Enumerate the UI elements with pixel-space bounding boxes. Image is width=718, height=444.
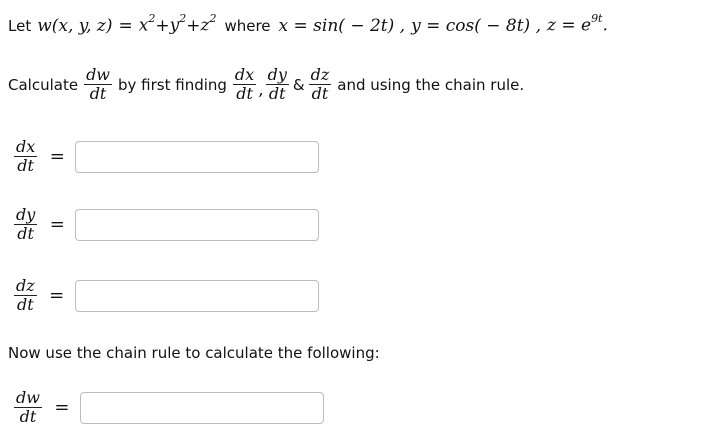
- dx-dt-answer-input[interactable]: [75, 141, 319, 173]
- chain-rule-label: and using the chain rule.: [337, 75, 525, 94]
- equals-sign: =: [118, 15, 133, 36]
- fraction-dz-dt: $\frac{dz}{dt}$: [16, 276, 35, 314]
- x-squared: $x^2$: [138, 12, 156, 36]
- where-label: where: [224, 16, 271, 35]
- fraction-dx-dt: $\frac{dx}{dt}$: [16, 137, 36, 175]
- fraction-dw-dt: $\frac{dw}{dt}$: [16, 388, 40, 426]
- dz-dt-answer-input[interactable]: [75, 280, 319, 312]
- answer-row-dz-dt: [14, 277, 319, 314]
- dy-dt-answer-input[interactable]: [75, 209, 319, 241]
- equals-sign: =: [49, 214, 65, 235]
- problem-statement: [8, 14, 608, 36]
- answer-row-dw-dt: [14, 389, 324, 426]
- z-squared: $z^2$: [200, 12, 217, 36]
- comma: ,: [258, 79, 264, 100]
- calculate-label: Calculate: [8, 75, 79, 94]
- answer-row-dy-dt: [14, 206, 319, 243]
- w-function: w(x, y, z): [37, 15, 113, 36]
- plus-sign: +: [155, 15, 170, 36]
- let-label: Let: [8, 16, 32, 35]
- fraction-dx-dt: $\frac{dx}{dt}$: [234, 65, 255, 103]
- fraction-dy-dt: $\frac{dy}{dt}$: [267, 65, 287, 103]
- instruction-line: [8, 66, 530, 103]
- y-definition: y = cos( − 8t) ,: [411, 15, 541, 36]
- by-first-finding-label: by first finding: [118, 75, 227, 94]
- dw-dt-answer-input[interactable]: [80, 392, 324, 424]
- fraction-dy-dt: $\frac{dy}{dt}$: [16, 205, 36, 243]
- fraction-dw-dt: $\frac{dw}{dt}$: [86, 65, 110, 103]
- equals-sign: =: [49, 146, 65, 167]
- answer-row-dx-dt: [14, 138, 319, 175]
- x-definition: x = sin( − 2t) ,: [278, 15, 406, 36]
- plus-sign: +: [186, 15, 201, 36]
- ampersand: &: [292, 75, 305, 94]
- z-definition: $z = e^{9t}$.: [546, 12, 608, 36]
- chain-rule-prompt: Now use the chain rule to calculate the following:: [8, 344, 380, 362]
- equals-sign: =: [49, 285, 65, 306]
- equals-sign: =: [54, 397, 70, 418]
- fraction-dz-dt: $\frac{dz}{dt}$: [310, 65, 330, 103]
- y-squared: $y^2$: [169, 12, 187, 36]
